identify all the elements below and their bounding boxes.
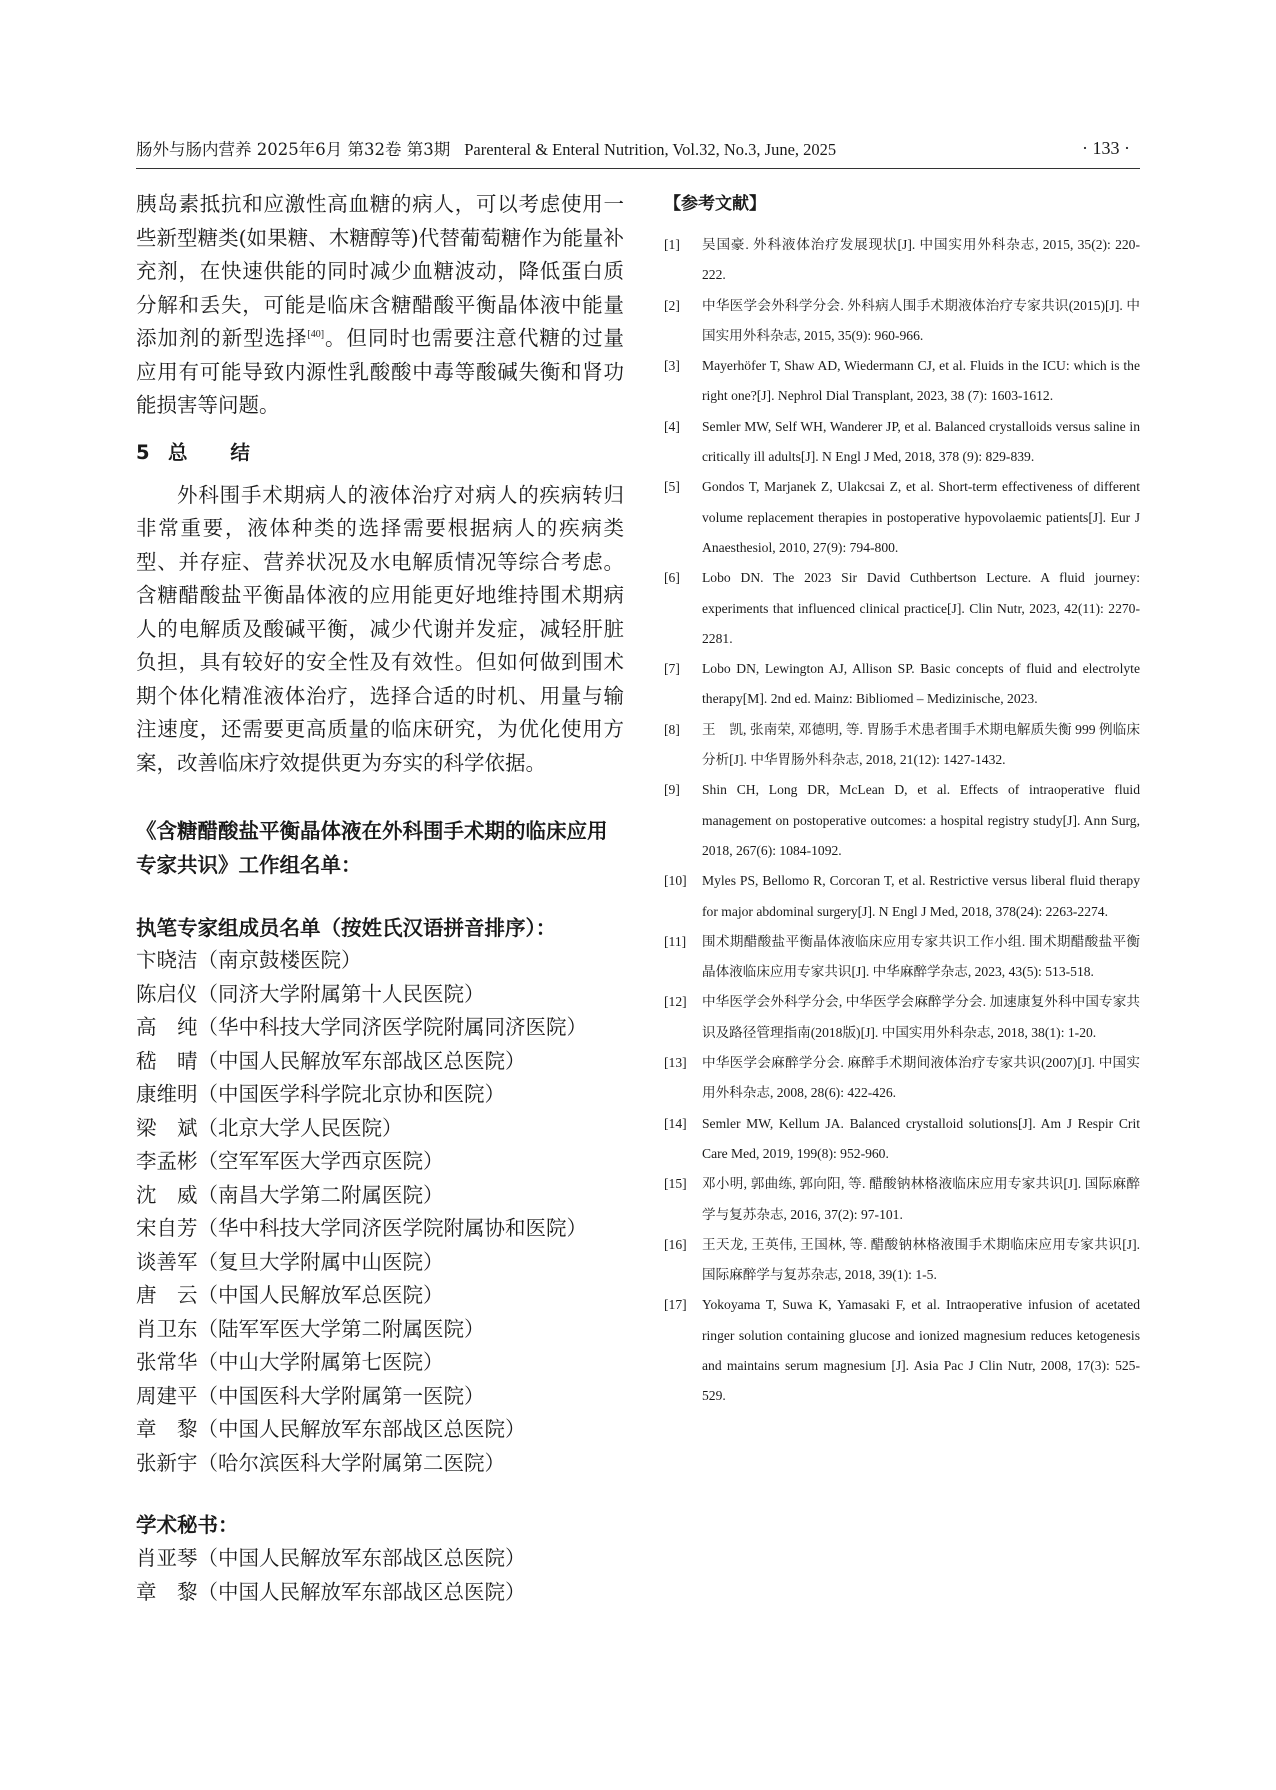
- intro-text-b: 。但同时也需要注意代糖的过量应用有可能导致内源性乳酸酸中毒等酸碱失衡和肾功能损害等问题。: [136, 326, 625, 417]
- expert-name: 张新宇（哈尔滨医科大学附属第二医院）: [136, 1450, 505, 1475]
- reference-item: [664, 1290, 1140, 1411]
- reference-text: Semler MW, Kellum JA. Balanced crystalloid solutions[J]. Am J Respir Crit Care Med, 2019, 199(8): 952-960.: [702, 1115, 1140, 1161]
- reference-item: [664, 1109, 1140, 1170]
- reference-number: [10]: [664, 873, 687, 889]
- experts-title: 执笔专家组成员名单（按姓氏汉语拼音排序）：: [136, 916, 557, 940]
- expert-name: 谈善军（复旦大学附属中山医院）: [136, 1249, 444, 1274]
- journal-name-cn: 肠外与肠内营养 2025年6月 第32卷 第3期: [136, 140, 451, 159]
- secretary-name: 章 黎（中国人民解放军东部战区总医院）: [136, 1579, 526, 1604]
- reference-item: [664, 715, 1140, 776]
- reference-item: [664, 351, 1140, 412]
- reference-text: 王 凯, 张南荣, 邓德明, 等. 胃肠手术患者围手术期电解质失衡 999 例临床分析[J]. 中华胃肠外科杂志, 2018, 21(12): 1427-1432.: [702, 721, 1140, 768]
- expert-name: 宋自芳（华中科技大学同济医学院附属协和医院）: [136, 1216, 587, 1240]
- reference-item: [664, 563, 1140, 654]
- reference-text: Yokoyama T, Suwa K, Yamasaki F, et al. Intraoperative infusion of acetated ringer solution containing glucose and ionized magnesium reduces ketogenesis and maintains serum magnesium [J]. Asia Pac J Clin Nutr, 2008, 17(3): 525-529.: [702, 1297, 1140, 1404]
- reference-number: [9]: [664, 782, 680, 798]
- expert-name: 陈启仪（同济大学附属第十人民医院）: [136, 981, 485, 1006]
- expert-name: 唐 云（中国人民解放军总医院）: [136, 1283, 444, 1307]
- secretary-name: 肖亚琴（中国人民解放军东部战区总医院）: [136, 1546, 526, 1570]
- reference-number: [13]: [664, 1055, 687, 1071]
- secretaries-title: 学术秘书：: [136, 1513, 239, 1537]
- expert-name: 沈 威（南昌大学第二附属医院）: [136, 1182, 444, 1207]
- working-group-title: 《含糖醋酸盐平衡晶体液在外科围手术期的临床应用专家共识》工作组名单：: [136, 819, 608, 877]
- section-heading: [136, 440, 624, 466]
- reference-item: [664, 412, 1140, 473]
- reference-number: [4]: [664, 418, 680, 434]
- references-title: 【参考文献】: [664, 194, 766, 214]
- section-title-char-2: 结: [230, 440, 250, 464]
- expert-name: 高 纯（华中科技大学同济医学院附属同济医院）: [136, 1015, 587, 1039]
- intro-text-a: 胰岛素抵抗和应激性高血糖的病人，可以考虑使用一些新型糖类(如果糖、木糖醇等)代替葡萄糖作为能量补充剂，在快速供能的同时减少血糖波动，降低蛋白质分解和丢失，可能是临床含糖醋酸平衡晶体液中能量添加剂的新型选择: [136, 192, 624, 350]
- expert-name: 康维明（中国医学科学院北京协和医院）: [136, 1082, 505, 1106]
- expert-name: 章 黎（中国人民解放军东部战区总医院）: [136, 1417, 526, 1441]
- reference-number: [11]: [664, 933, 687, 949]
- expert-name: 梁 斌（北京大学人民医院）: [136, 1115, 403, 1140]
- reference-text: 邓小明, 郭曲练, 郭向阳, 等. 醋酸钠林格液临床应用专家共识[J]. 国际麻醉学与复苏杂志, 2016, 37(2): 97-101.: [702, 1176, 1140, 1222]
- reference-item: [664, 291, 1140, 352]
- reference-text: Lobo DN. The 2023 Sir David Cuthbertson Lecture. A fluid journey: experiments that influenced clinical practice[J]. Clin Nutr, 2023, 42(11): 2270-2281.: [702, 570, 1140, 646]
- reference-text: 吴国豪. 外科液体治疗发展现状[J]. 中国实用外科杂志, 2015, 35(2): 220-222.: [702, 237, 1140, 283]
- reference-text: Lobo DN, Lewington AJ, Allison SP. Basic concepts of fluid and electrolyte therapy[M]. 2nd ed. Mainz: Bibliomed – Medizinische, 2023.: [702, 661, 1140, 707]
- expert-name: 卞晓洁（南京鼓楼医院）: [136, 948, 362, 972]
- reference-item: [664, 775, 1140, 866]
- reference-text: 中华医学会麻醉学分会. 麻醉手术期间液体治疗专家共识(2007)[J]. 中国实用外科杂志, 2008, 28(6): 422-426.: [702, 1055, 1140, 1101]
- journal-name-en: Parenteral & Enteral Nutrition, Vol.32, No.3, June, 2025: [464, 140, 837, 159]
- expert-name: 李孟彬（空军军医大学西京医院）: [136, 1149, 444, 1173]
- section-number: 5: [136, 440, 150, 464]
- reference-number: [8]: [664, 721, 680, 737]
- journal-info: [136, 138, 836, 162]
- reference-number: [7]: [664, 661, 680, 677]
- reference-text: 王天龙, 王英伟, 王国林, 等. 醋酸钠林格液围手术期临床应用专家共识[J]. 国际麻醉学与复苏杂志, 2018, 39(1): 1-5.: [702, 1236, 1140, 1283]
- reference-text: Shin CH, Long DR, McLean D, et al. Effects of intraoperative fluid management on postoperative outcomes: a hospital registry study[J]. Ann Surg, 2018, 267(6): 1084-1092.: [702, 782, 1140, 858]
- reference-item: [664, 927, 1140, 988]
- running-header: [136, 136, 1140, 169]
- expert-name: 张常华（中山大学附属第七医院）: [136, 1350, 444, 1374]
- section-title-char-1: 总: [168, 440, 231, 464]
- reference-item: [664, 866, 1140, 927]
- reference-text: Mayerhöfer T, Shaw AD, Wiedermann CJ, et al. Fluids in the ICU: which is the right one?[J]. Nephrol Dial Transplant, 2023, 38 (7): 1603-1612.: [702, 358, 1140, 404]
- reference-item: [664, 472, 1140, 563]
- expert-name: 周建平（中国医科大学附属第一医院）: [136, 1383, 485, 1408]
- expert-name: 肖卫东（陆军军医大学第二附属医院）: [136, 1316, 485, 1341]
- reference-item: [664, 1169, 1140, 1230]
- secretaries-list: [136, 1542, 624, 1609]
- intro-paragraph: [136, 188, 624, 423]
- reference-item: [664, 230, 1140, 291]
- left-column: [136, 188, 624, 1609]
- reference-number: [14]: [664, 1115, 687, 1131]
- reference-number: [17]: [664, 1297, 687, 1313]
- reference-text: Gondos T, Marjanek Z, Ulakcsai Z, et al. Short-term effectiveness of different volume replacement therapies in postoperative hypovolaemic patients[J]. Eur J Anaesthesiol, 2010, 27(9): 794-800.: [702, 479, 1140, 555]
- reference-number: [6]: [664, 570, 680, 586]
- reference-list: [664, 230, 1140, 1412]
- citation-40[interactable]: [40]: [307, 329, 325, 341]
- expert-name: 嵇 晴（中国人民解放军东部战区总医院）: [136, 1048, 526, 1073]
- reference-text: Semler MW, Self WH, Wanderer JP, et al. Balanced crystalloids versus saline in critically ill adults[J]. N Engl J Med, 2018, 378 (9): 829-839.: [702, 418, 1140, 465]
- reference-number: [5]: [664, 479, 680, 495]
- reference-text: Myles PS, Bellomo R, Corcoran T, et al. Restrictive versus liberal fluid therapy for major abdominal surgery[J]. N Engl J Med, 2018, 378(24): 2263-2274.: [702, 873, 1140, 919]
- reference-number: [3]: [664, 358, 680, 374]
- experts-list: [136, 944, 624, 1480]
- reference-number: [1]: [664, 237, 680, 252]
- reference-item: [664, 1048, 1140, 1109]
- reference-item: [664, 654, 1140, 715]
- summary-paragraph: 外科围手术期病人的液体治疗对病人的疾病转归非常重要，液体种类的选择需要根据病人的疾病类型、并存症、营养状况及水电解质情况等综合考虑。含糖醋酸盐平衡晶体液的应用能更好地维持围术期病人的电解质及酸碱平衡，减少代谢并发症，减轻肝脏负担，具有较好的安全性及有效性。但如何做到围术期个体化精准液体治疗，选择合适的时机、用量与输注速度，还需要更高质量的临床研究，为优化使用方案，改善临床疗效提供更为夯实的科学依据。: [136, 482, 624, 775]
- reference-number: [2]: [664, 297, 680, 313]
- reference-item: [664, 987, 1140, 1048]
- reference-text: 围术期醋酸盐平衡晶体液临床应用专家共识工作小组. 围术期醋酸盐平衡晶体液临床应用专家共识[J]. 中华麻醉学杂志, 2023, 43(5): 513-518.: [702, 933, 1140, 980]
- references-column: [664, 192, 1140, 1412]
- reference-text: 中华医学会外科学分会, 中华医学会麻醉学分会. 加速康复外科中国专家共识及路径管理指南(2018版)[J]. 中国实用外科杂志, 2018, 38(1): 1-20.: [702, 994, 1140, 1040]
- reference-number: [15]: [664, 1176, 687, 1192]
- reference-text: 中华医学会外科学分会. 外科病人围手术期液体治疗专家共识(2015)[J]. 中国实用外科杂志, 2015, 35(9): 960-966.: [702, 297, 1140, 343]
- reference-number: [16]: [664, 1236, 687, 1252]
- page-number: · 133 ·: [1082, 138, 1130, 158]
- reference-number: [12]: [664, 994, 687, 1010]
- reference-item: [664, 1230, 1140, 1291]
